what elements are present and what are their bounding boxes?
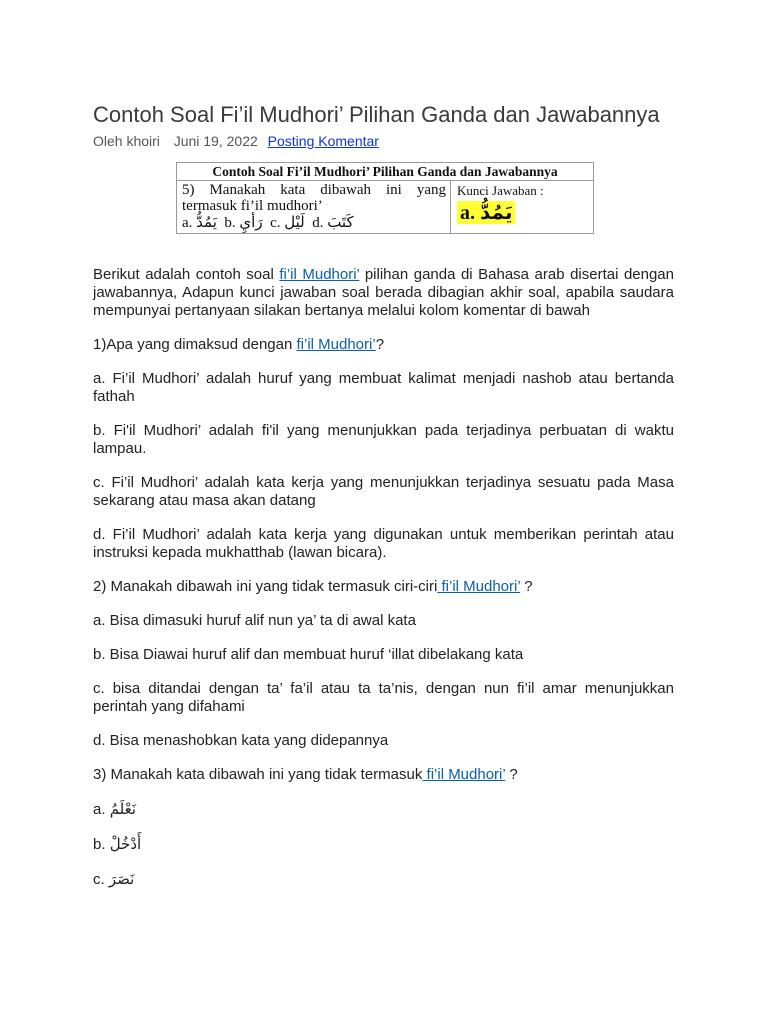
question-3-option-b: b. أَدْخُلْ xyxy=(93,835,142,853)
fiil-mudhori-link[interactable]: fi’il Mudhori’ xyxy=(437,578,521,595)
question-1-option-c: c. Fi’il Mudhori’ adalah kata kerja yang menunjukkan terjadinya sesuatu pada Masa sekarang atau masa akan datang xyxy=(93,474,674,509)
post-date: Juni 19, 2022 xyxy=(173,133,258,149)
figure-option-letter: a. xyxy=(182,215,193,231)
question-2-option-a: a. Bisa dimasuki huruf alif nun ya’ ta di awal kata xyxy=(93,612,416,629)
answer-key-highlight xyxy=(457,201,515,224)
question-1-option-a: a. Fi’il Mudhori’ adalah huruf yang membuat kalimat menjadi nashob atau bertanda fathah xyxy=(93,370,674,405)
answer-key-label: Kunci Jawaban : xyxy=(457,183,544,198)
fiil-mudhori-link[interactable]: fi’il Mudhori’ xyxy=(422,766,506,783)
question-3: 3) Manakah kata dibawah ini yang tidak termasuk fi’il Mudhori’ ? xyxy=(93,766,518,783)
figure-option-letter: b. xyxy=(224,215,236,231)
article xyxy=(93,100,674,889)
question-1-option-d: d. Fi’il Mudhori’ adalah kata kerja yang digunakan untuk memberikan perintah atau instruksi kepada mukhatthab (lawan bicara). xyxy=(93,526,674,561)
figure-option-word: كَتَبَ xyxy=(327,213,354,231)
question-2-option-c: c. bisa ditandai dengan ta’ fa’il atau ta ta’nis, dengan nun fi’il amar menunjukkan perintah yang difahami xyxy=(93,680,674,715)
figure-question-text: 5) Manakah kata dibawah ini yang termasuk fi’il mudhori’ xyxy=(182,182,446,214)
author: Oleh khoiri xyxy=(93,133,160,149)
question-1-option-b: b. Fi'il Mudhori’ adalah fi'il yang menunjukkan pada terjadinya perbuatan di waktu lampau. xyxy=(93,422,674,457)
article-title: Contoh Soal Fi’il Mudhori’ Pilihan Ganda dan Jawabannya xyxy=(93,102,660,127)
intro-paragraph: Berikut adalah contoh soal fi’il Mudhori’ pilihan ganda di Bahasa arab disertai dengan jawabannya, Adapun kunci jawaban soal berada dibagian akhir soal, apabila saudara mempunyai pertanyaan silakan bertanya melalui kolom komentar di bawah xyxy=(93,266,674,319)
answer-key-letter: a. xyxy=(460,202,475,224)
fiil-mudhori-link[interactable]: fi’il Mudhori’ xyxy=(296,336,376,353)
figure-option-letter: d. xyxy=(312,215,324,231)
post-comment-link[interactable]: Posting Komentar xyxy=(267,133,379,149)
answer-key xyxy=(451,181,593,233)
figure-options xyxy=(182,214,446,231)
figure-option-word: يَمُدُّ xyxy=(196,213,217,231)
figure-title: Contoh Soal Fi’il Mudhori’ Pilihan Ganda dan Jawabannya xyxy=(177,163,593,181)
question-3-option-c: c. نَصَرَ xyxy=(93,870,135,888)
figure-question xyxy=(177,181,451,233)
figure-row xyxy=(177,181,593,233)
question-2-option-d: d. Bisa menashobkan kata yang didepannya xyxy=(93,732,389,749)
figure-option-word: رَأيِ xyxy=(239,213,263,231)
figure-option-word: لَيْل xyxy=(284,213,305,231)
answer-key-word: يَمُدُّ xyxy=(480,200,513,224)
question-2-option-b: b. Bisa Diawai huruf alif dan membuat huruf ‘illat dibelakang kata xyxy=(93,646,524,663)
article-meta xyxy=(93,132,674,150)
fiil-mudhori-link[interactable]: fi’il Mudhori’ xyxy=(279,266,360,283)
figure-option-letter: c. xyxy=(270,215,281,231)
question-2: 2) Manakah dibawah ini yang tidak termasuk ciri-ciri fi’il Mudhori’ ? xyxy=(93,578,533,595)
question-3-option-a: a. نَعْلَمُ xyxy=(93,800,137,818)
question-1: 1)Apa yang dimaksud dengan fi’il Mudhori’? xyxy=(93,336,385,353)
question-figure xyxy=(176,162,594,234)
